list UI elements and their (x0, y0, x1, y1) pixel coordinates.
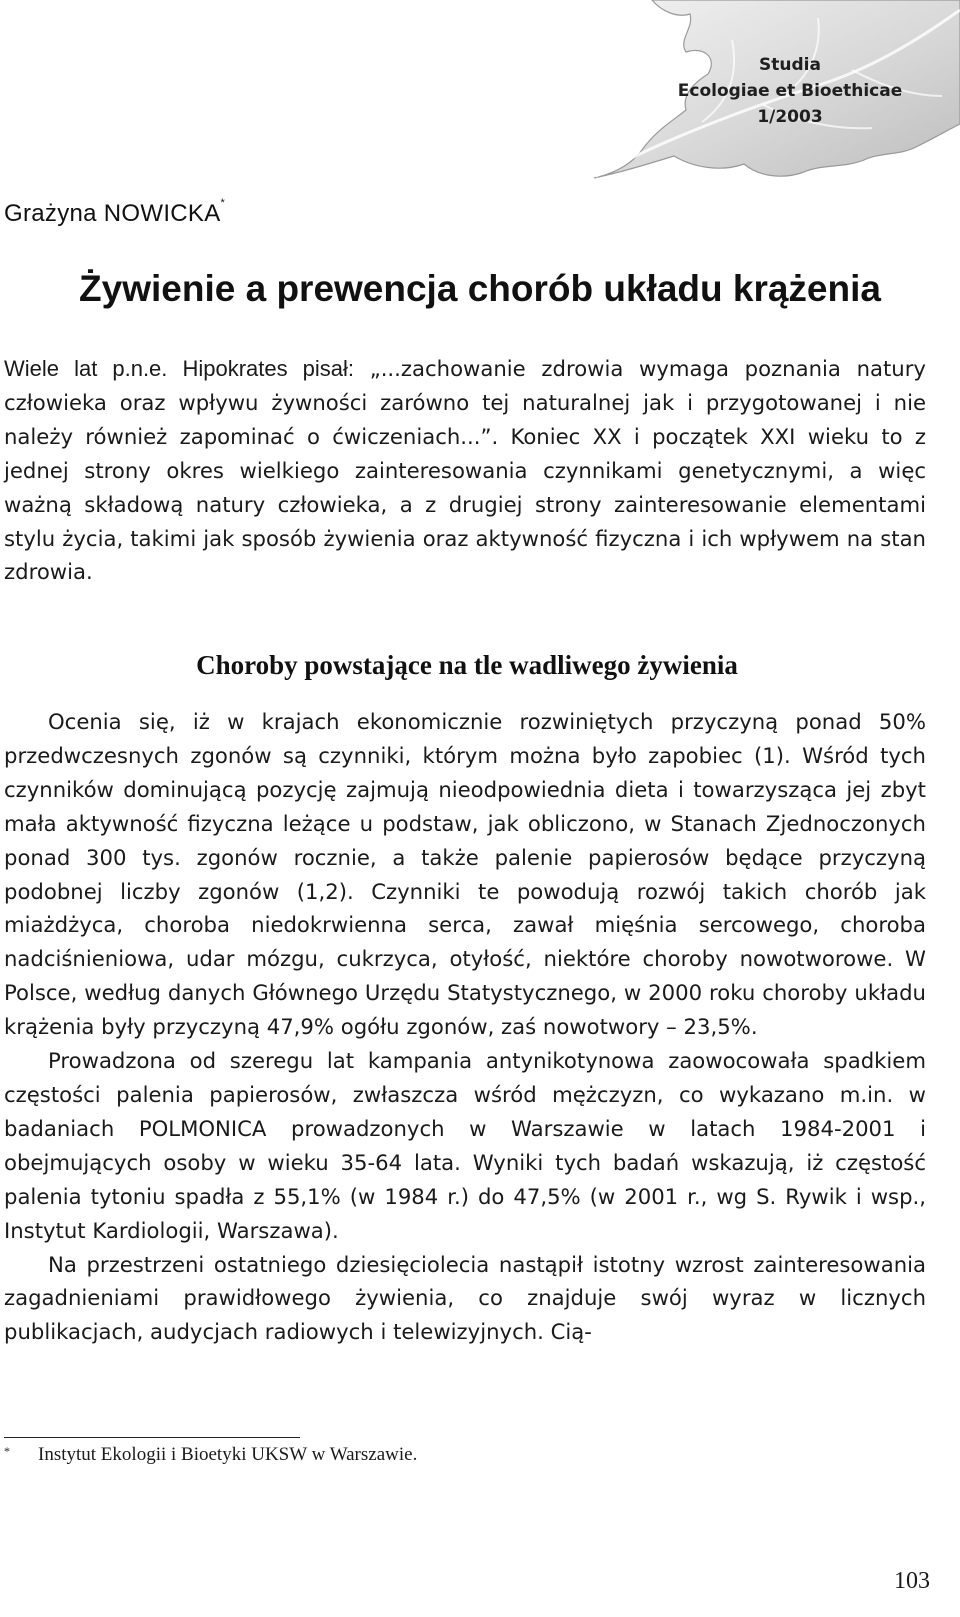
journal-name: Ecologiae et Bioethicae (677, 81, 903, 101)
journal-header (640, 52, 940, 130)
footnote-divider (4, 1437, 300, 1438)
author-line (4, 197, 226, 228)
journal-series-label: Studia (759, 55, 821, 75)
footnote (4, 1444, 417, 1466)
section-paragraph-2: Prowadzona od szeregu lat kampania antynikotynowa zaowocowała spadkiem częstości palenia papierosów, zwłaszcza wśród mężczyzn, co wykazano m.in. w badaniach POLMONICA prowadzonych w Warszawie w latach 1984-2001 i obejmujących osoby w wieku 35-64 lata. Wyniki tych badań wskazują, iż częstość palenia tytoniu spadła z 55,1% (w 1984 r.) do 47,5% (w 2001 r., wg S. Rywik i wsp., Instytut Kardiologii, Warszawa). (4, 1048, 926, 1243)
footnote-text: Instytut Ekologii i Bioetyki UKSW w Warszawie. (38, 1444, 418, 1465)
section-paragraph-3: Na przestrzeni ostatniego dziesięciolecia nastąpił istotny wzrost zainteresowania zagadnieniami prawidłowego żywienia, co znajduje swój wyraz w licznych publikacjach, audycjach radiowych i telewizyjnych. Cią- (4, 1251, 926, 1345)
section-heading: Choroby powstające na tle wadliwego żywienia (196, 650, 738, 680)
footnote-mark: * (4, 1444, 10, 1458)
page-number: 103 (894, 1568, 930, 1594)
author-name: Grażyna NOWICKA (4, 200, 221, 227)
section-paragraph-1: Ocenia się, iż w krajach ekonomicznie rozwiniętych przyczyną ponad 50% przedwczesnych zgonów są czynniki, którym można było zapobiec (1). Wśród tych czynników dominującą pozycję zajmują nieodpowiednia dieta i towarzysząca jej zbyt mała aktywność fizyczna leżące u podstaw, jak obliczono, w Stanach Zjednoczonych ponad 300 tys. zgonów rocznie, a także palenie papierosów będące przyczyną podobnej liczby zgonów (1,2). Czynniki te powodują rozwój takich chorób jak miażdżyca, choroba niedokrwienna serca, zawał mięśnia sercowego, choroba nadciśnieniowa, udar mózgu, cukrzyca, otyłość, niektóre choroby nowotworowe. W Polsce, według danych Głównego Urzędu Statystycznego, w 2000 roku choroby układu krążenia były przyczyną 47,9% ogółu zgonów, zaś nowotwory – 23,5%. (4, 709, 926, 1040)
journal-issue: 1/2003 (757, 107, 823, 127)
author-footnote-mark: * (220, 197, 226, 209)
intro-text: „...zachowanie zdrowia wymaga poznania natury człowieka oraz wpływu żywności zarówno tej naturalnej jak i przygotowanej i nie należy również zapominać o ćwiczeniach...”. Koniec XX i początek XXI wieku to z jednej strony okres wielkiego zainteresowania czynnikami genetycznymi, a więc ważną składową natury człowieka, a z drugiej strony zainteresowanie elementami stylu życia, takimi jak sposób żywienia oraz aktywność fizyczna i ich wpływem na stan zdrowia. (4, 356, 926, 585)
article-title: Żywienie a prewencja chorób układu krążenia (79, 268, 881, 309)
section-body (4, 705, 926, 1349)
intro-paragraph (4, 352, 926, 589)
intro-lead: Wiele lat p.n.e. Hipokrates pisał: (4, 356, 355, 381)
